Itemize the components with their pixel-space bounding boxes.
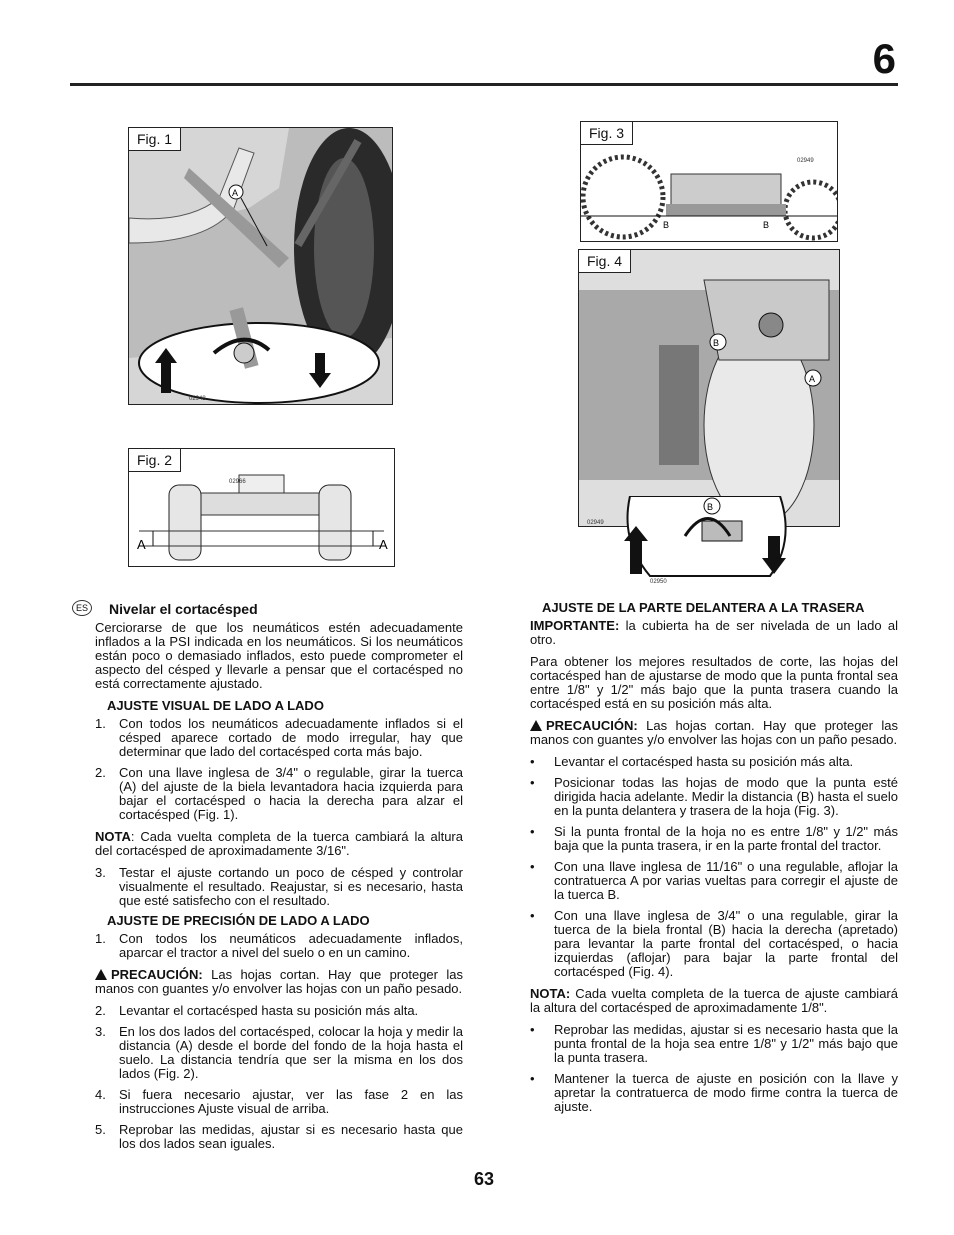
figure-3-callout-b1: B <box>663 220 670 230</box>
figure-4-illustration <box>579 250 839 526</box>
list-item: 2. Con una llave inglesa de 3/4" o regulable, girar la tuerca (A) del ajuste de la biela levantadora hacia izquierda para bajar el cortacésped o hacia la derecha para alzar el cortacésped (Fig. 1). <box>95 765 463 822</box>
front-heading: AJUSTE DE LA PARTE DELANTERA A LA TRASERA <box>542 600 865 615</box>
front-bullets-list <box>530 755 898 979</box>
list-item: • Levantar el cortacésped hasta su posición más alta. <box>530 754 854 769</box>
warning-icon <box>95 969 107 980</box>
list-item: 2. Levantar el cortacésped hasta su posición más alta. <box>95 1003 419 1018</box>
list-item: 1. Con todos los neumáticos adecuadamente inflados, aparcar el tractor a nivel del suelo o en un camino. <box>95 931 463 960</box>
figure-4-callout-a: A <box>809 374 816 384</box>
figure-2-dim-right: A <box>379 537 388 552</box>
figure-4 <box>578 249 840 527</box>
figure-2 <box>128 448 395 567</box>
list-item: 3. En los dos lados del cortacésped, colocar la hoja y medir la distancia (A) desde el borde del fondo de la hoja hasta el suelo. La distancia tendría que ser la misma en los dos lados (Fig. 2). <box>95 1024 463 1081</box>
precision-heading: AJUSTE DE PRECISIÓN DE LADO A LADO <box>107 913 370 928</box>
list-item: 3. Testar el ajuste cortando un poco de césped y controlar visualmente el resultado. Reajustar, si es necesario, hasta que esté satisfecho con el resultado. <box>95 865 463 908</box>
figure-1-label: Fig. 1 <box>129 128 181 151</box>
visual-step-3 <box>95 866 463 908</box>
list-item: • Reprobar las medidas, ajustar si es necesario hasta que la punta frontal de la hoja sea entre 1/8" y 1/2" más bajo que la punta trasera. <box>530 1022 898 1065</box>
chapter-number: 6 <box>872 35 896 82</box>
figure-4-code-main: 02949 <box>587 520 604 526</box>
figure-4-callout-b2: B <box>707 502 714 512</box>
figure-1 <box>128 127 393 405</box>
final-bullets-list <box>530 1023 898 1114</box>
language-badge: ES <box>72 600 92 616</box>
intro-paragraph: Cerciorarse de que los neumáticos estén adecuadamente inflados a la PSI indicada en los neumáticos. Si los neumáticos están poco o demasiado inflados, esto puede comprometer el aspecto del césped y llevarle a pensar que el cortacésped no está correctamente ajustado. <box>95 620 463 691</box>
figure-4-callout-b: B <box>713 338 720 348</box>
note-2: NOTA: Cada vuelta completa de la tuerca de ajuste cambiará la altura del cortacésped de aproximadamente 1/8". <box>530 986 898 1015</box>
front-intro: Para obtener los mejores resultados de corte, las hojas del cortacésped han de ajustarse de modo que la punta frontal sea entre 1/8" y 1/2" más bajo que la punta trasera cuando la cortacésped está en su posición más alta. <box>530 654 898 711</box>
visual-heading: AJUSTE VISUAL DE LADO A LADO <box>107 698 324 713</box>
note-1: NOTA: Cada vuelta completa de la tuerca cambiará la altura del cortacésped de aproximadamente 3/16". <box>95 829 463 858</box>
figure-3-code: 02949 <box>797 158 814 164</box>
figure-2-label: Fig. 2 <box>129 449 181 472</box>
list-item: • Posicionar todas las hojas de modo que la punta esté dirigida hacia adelante. Medir la distancia (B) hasta el suelo en la punta delantera y trasera de la hoja (Fig. 3). <box>530 775 898 818</box>
list-item: • Con una llave inglesa de 11/16" o una regulable, aflojar la contratuerca A por varias vueltas para corregir el ajuste de la tuerca B. <box>530 859 898 902</box>
list-item: • Con una llave inglesa de 3/4" o una regulable, girar la tuerca de la biela frontal (B) hacia la derecha (apretado) para levantar la parte frontal del cortacésped, o hacia izquierdas (aflojar) para bajar la parte frontal del cortacésped (Fig. 4). <box>530 908 898 979</box>
visual-steps-list <box>95 717 463 822</box>
list-item: 4. Si fuera necesario ajustar, ver las fase 2 en las instrucciones Ajuste visual de arriba. <box>95 1087 463 1116</box>
list-item: 1. Con todos los neumáticos adecuadamente inflados si el césped aparece cortado de modo irregular, hay que determinar que lado del cortacésped corta más bajo. <box>95 716 463 759</box>
figure-2-code: 02966 <box>229 479 246 485</box>
warning-icon <box>530 720 542 731</box>
important-note: IMPORTANTE: la cubierta ha de ser nivelada de un lado al otro. <box>530 618 898 647</box>
figure-4-inset <box>620 496 800 586</box>
left-column <box>95 621 463 1159</box>
figure-3-callout-b2: B <box>763 220 770 230</box>
section-title: Nivelar el cortacésped <box>109 601 258 617</box>
caution-1: PRECAUCIÓN: Las hojas cortan. Hay que proteger las manos con guantes y/o envolver las hojas con un paño pesado. <box>95 967 463 996</box>
figure-3-label: Fig. 3 <box>581 122 633 145</box>
precision-steps-list <box>95 1004 463 1151</box>
list-item: • Si la punta frontal de la hoja no es entre 1/8" y 1/2" más baja que la punta trasera, ir en la parte frontal del tractor. <box>530 824 898 853</box>
figure-4-label: Fig. 4 <box>579 250 631 273</box>
figure-1-code: 02948 <box>189 396 206 402</box>
figure-1-callout-a: A <box>232 188 239 198</box>
precision-step-1 <box>95 932 463 960</box>
caution-2: PRECAUCIÓN: Las hojas cortan. Hay que proteger las manos con guantes y/o envolver las hojas con un paño pesado. <box>530 718 898 747</box>
page-number: 63 <box>474 1169 495 1189</box>
right-column <box>530 601 898 1122</box>
figure-4-code-inset: 02950 <box>650 579 667 585</box>
figure-3 <box>580 121 838 242</box>
figure-1-illustration <box>129 128 392 404</box>
header-rule <box>70 83 898 86</box>
figure-2-dim-left: A <box>137 537 146 552</box>
list-item: • Mantener la tuerca de ajuste en posición con la llave y apretar la contratuerca de modo firme contra la tuerca de ajuste. <box>530 1071 898 1114</box>
list-item: 5. Reprobar las medidas, ajustar si es necesario hasta que los dos lados sean iguales. <box>95 1122 463 1151</box>
